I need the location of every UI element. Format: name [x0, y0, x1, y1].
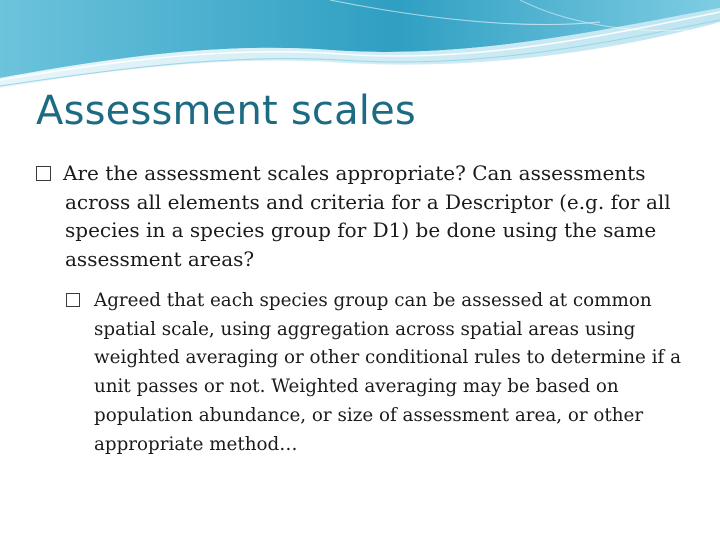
slide-title: Assessment scales — [36, 88, 416, 134]
bullet-text: Are the assessment scales appropriate? Can assessments across all elements and criteria for a Descriptor (e.g. for all species in a species group for D1) be done using the same assessment areas? — [63, 161, 671, 271]
square-bullet-icon — [66, 293, 80, 307]
sub-bullet-text: Agreed that each species group can be assessed at common spatial scale, using aggregation across spatial areas using weighted averaging or other conditional rules to determine if a unit passes or not. Weighted averaging may be based on population abundance, or size of assessment area, or other appropriate method… — [94, 290, 682, 455]
bullet-item — [36, 159, 695, 273]
square-bullet-icon — [36, 166, 51, 181]
sub-bullet-item — [66, 287, 694, 459]
